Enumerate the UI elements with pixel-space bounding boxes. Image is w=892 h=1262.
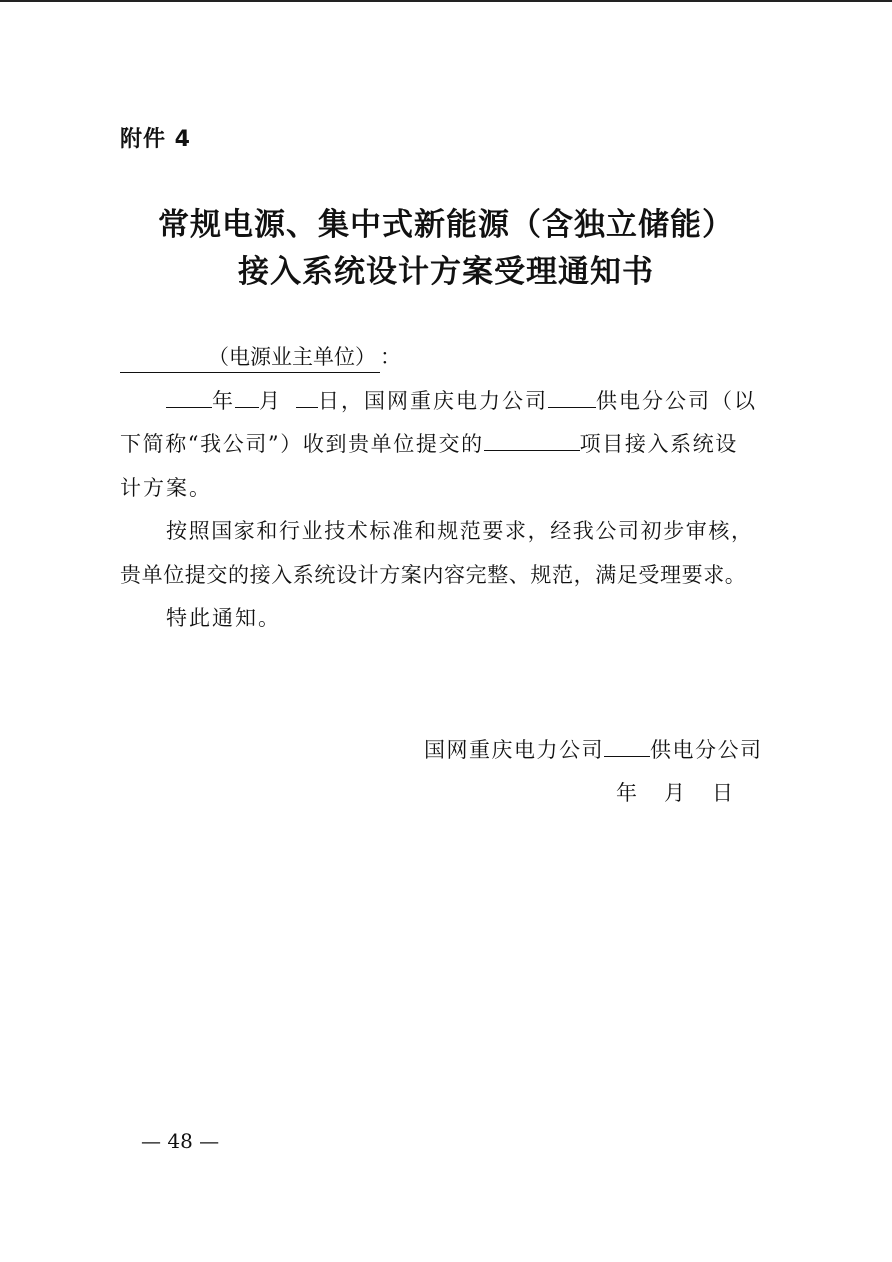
month-blank: [235, 385, 259, 408]
branch-blank: [548, 385, 596, 408]
signature-date: [616, 778, 733, 808]
signature-year: 年: [616, 781, 637, 805]
document-title-line-2: 接入系统设计方案受理通知书: [238, 254, 654, 290]
signature-day: 日: [712, 781, 733, 805]
year-blank: [166, 385, 212, 408]
received-text: 下简称“我公司”）收到贵单位提交的: [120, 432, 484, 456]
branch-text: 供电分公司（以: [596, 389, 757, 413]
document-title-line-1: 常规电源、集中式新能源（含独立储能）: [158, 207, 734, 243]
year-text: 年: [212, 389, 235, 413]
signature-branch: 供电分公司: [650, 738, 763, 762]
addressee-label: （电源业主单位）: [208, 345, 376, 369]
signature-organization: [424, 734, 763, 765]
signature-month: 月: [664, 781, 685, 805]
paragraph-1-line-3: 计方案。: [120, 476, 212, 500]
addressee-colon: ：: [380, 345, 401, 369]
paragraph-2-line-2: 贵单位提交的接入系统设计方案内容完整、规范，满足受理要求。: [120, 563, 747, 587]
project-blank: [484, 428, 580, 451]
attachment-label: 附件 4: [120, 127, 191, 152]
paragraph-1-line-2: [120, 428, 738, 459]
addressee-field: [120, 342, 380, 373]
top-border-rule: [0, 0, 892, 2]
addressee-line: [120, 342, 401, 373]
month-text: 月: [259, 389, 282, 413]
paragraph-2-line-1: 按照国家和行业技术标准和规范要求，经我公司初步审核，: [166, 519, 754, 543]
paragraph-1-line-1: [166, 385, 757, 416]
signature-branch-blank: [604, 734, 650, 757]
day-blank: [296, 385, 318, 408]
page-number: — 48 —: [141, 1129, 220, 1153]
closing-line: 特此通知。: [166, 606, 281, 630]
day-company-text: 日，国网重庆电力公司: [318, 389, 548, 413]
signature-company: 国网重庆电力公司: [424, 738, 604, 762]
project-text: 项目接入系统设: [579, 432, 738, 456]
